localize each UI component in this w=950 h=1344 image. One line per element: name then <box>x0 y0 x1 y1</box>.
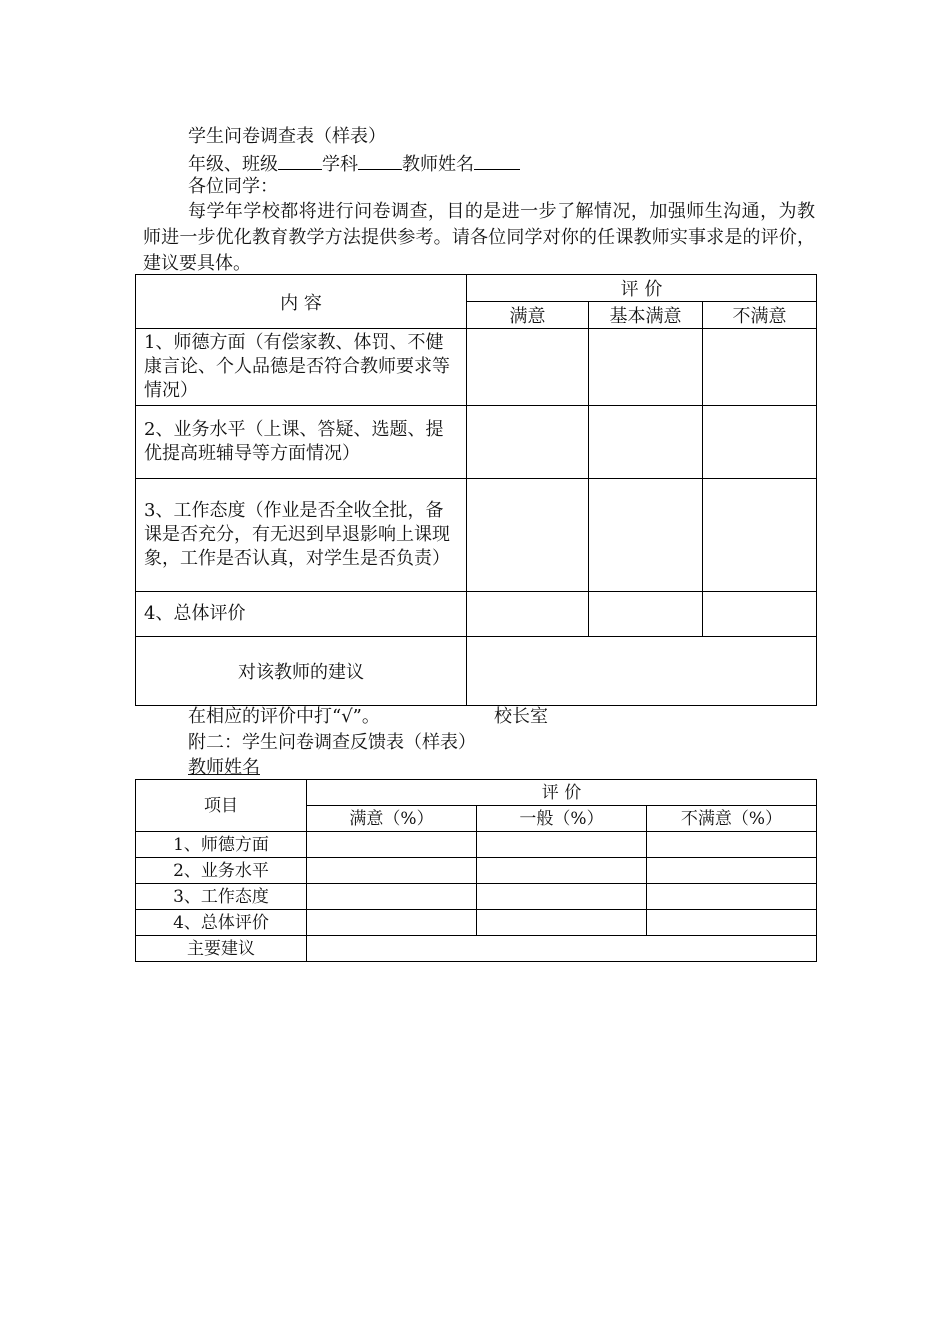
teacher-label: 教师姓名 <box>402 154 474 175</box>
suggestion-field[interactable] <box>467 637 817 706</box>
feedback-row-attitude: 3、工作态度 <box>136 884 307 910</box>
check-cell[interactable] <box>467 479 589 592</box>
row-overall: 4、总体评价 <box>136 592 467 637</box>
check-cell[interactable] <box>467 329 589 406</box>
teacher-name-label: 教师姓名 <box>188 757 260 778</box>
unsatisfied-header: 不满意 <box>703 302 817 329</box>
check-cell[interactable] <box>703 406 817 479</box>
feedback-eval-header: 评 价 <box>307 780 817 806</box>
appendix-title: 附二：学生问卷调查反馈表（样表） <box>188 732 476 753</box>
content-header: 内 容 <box>136 275 467 329</box>
unsatisfied-pct-header: 不满意（%） <box>647 806 817 832</box>
eval-header: 评 价 <box>467 275 817 302</box>
pct-cell[interactable] <box>477 832 647 858</box>
intro-paragraph: 每学年学校都将进行问卷调查，目的是进一步了解情况，加强师生沟通，为教师进一步优化教育教学方法提供参考。请各位同学对你的任课教师实事求是的评价，建议要具体。 <box>143 201 815 274</box>
info-line <box>188 151 520 177</box>
pct-cell[interactable] <box>647 858 817 884</box>
subject-label: 学科 <box>322 154 358 175</box>
row-attitude: 3、工作态度（作业是否全收全批，备课是否充分，有无迟到早退影响上课现象，工作是否认真，对学生是否负责） <box>136 479 467 592</box>
greeting: 各位同学： <box>188 176 278 197</box>
pct-cell[interactable] <box>477 884 647 910</box>
check-cell[interactable] <box>703 592 817 637</box>
survey-title: 学生问卷调查表（样表） <box>188 126 386 147</box>
pct-cell[interactable] <box>647 910 817 936</box>
average-pct-header: 一般（%） <box>477 806 647 832</box>
check-cell[interactable] <box>703 329 817 406</box>
note-line <box>188 705 380 729</box>
main-suggestion-label: 主要建议 <box>136 936 307 962</box>
pct-cell[interactable] <box>307 832 477 858</box>
survey-table <box>135 274 817 706</box>
check-cell[interactable] <box>589 479 703 592</box>
row-ethics: 1、师德方面（有偿家教、体罚、不健康言论、个人品德是否符合教师要求等情况） <box>136 329 467 406</box>
grade-label: 年级、班级 <box>188 154 278 175</box>
pct-cell[interactable] <box>477 858 647 884</box>
feedback-row-competence: 2、业务水平 <box>136 858 307 884</box>
pct-cell[interactable] <box>647 832 817 858</box>
feedback-row-ethics: 1、师德方面 <box>136 832 307 858</box>
subject-blank[interactable] <box>358 151 402 170</box>
main-suggestion-field[interactable] <box>307 936 817 962</box>
check-cell[interactable] <box>589 592 703 637</box>
pct-cell[interactable] <box>307 858 477 884</box>
satisfied-pct-header: 满意（%） <box>307 806 477 832</box>
check-cell[interactable] <box>589 329 703 406</box>
teacher-blank[interactable] <box>474 151 520 170</box>
pct-cell[interactable] <box>307 910 477 936</box>
satisfied-header: 满意 <box>467 302 589 329</box>
check-cell[interactable] <box>467 406 589 479</box>
pct-cell[interactable] <box>647 884 817 910</box>
item-header: 项目 <box>136 780 307 832</box>
basic-satisfied-header: 基本满意 <box>589 302 703 329</box>
pct-cell[interactable] <box>477 910 647 936</box>
pct-cell[interactable] <box>307 884 477 910</box>
check-instruction: 在相应的评价中打“√”。 <box>188 706 380 727</box>
principal-office: 校长室 <box>494 706 548 727</box>
feedback-row-overall: 4、总体评价 <box>136 910 307 936</box>
suggestion-label: 对该教师的建议 <box>136 637 467 706</box>
check-cell[interactable] <box>589 406 703 479</box>
row-competence: 2、业务水平（上课、答疑、选题、提优提高班辅导等方面情况） <box>136 406 467 479</box>
grade-blank[interactable] <box>278 151 322 170</box>
feedback-table <box>135 779 817 962</box>
check-cell[interactable] <box>467 592 589 637</box>
check-cell[interactable] <box>703 479 817 592</box>
